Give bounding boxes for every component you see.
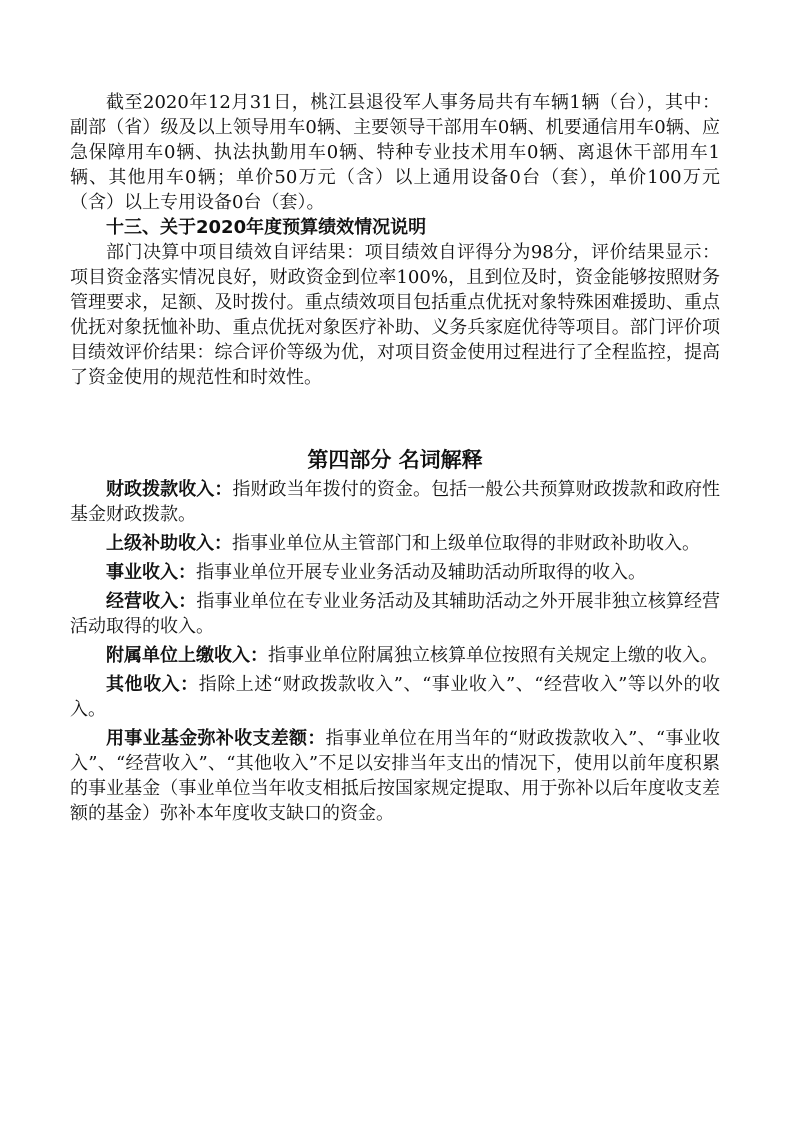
definitions-list (70, 477, 720, 826)
definition-other-income (70, 672, 720, 722)
definition-business-income (70, 560, 720, 585)
part-4-title: 第四部分 名词解释 (307, 448, 483, 472)
section-13-body: 部门决算中项目绩效自评结果：项目绩效自评得分为98分，评价结果显示：项目资金落实情况良好，财政资金到位率100%，且到位及时，资金能够按照财务管理要求，足额、及时拨付。重点绩效项目包括重点优抚对象特殊困难援助、重点优抚对象抚恤补助、重点优抚对象医疗补助、义务兵家庭优待等项目。部门评价项目绩效评价结果：综合评价等级为优，对项目资金使用过程进行了全程监控，提高了资金使用的规范性和时效性。 (70, 242, 720, 388)
definition-term: 事业收入： (106, 562, 196, 583)
definition-fiscal-appropriation (70, 477, 720, 527)
vehicle-paragraph: 截至2020年12月31日，桃江县退役军人事务局共有车辆1辆（台），其中：副部（省）级及以上领导用车0辆、主要领导干部用车0辆、机要通信用车0辆、应急保障用车0辆、执法执勤用车0辆、特种专业技术用车0辆、离退休干部用车1辆、其他用车0辆；单价50万元（含）以上通用设备0台（套），单价100万元（含）以上专用设备0台（套）。 (70, 92, 720, 213)
definition-term: 经营收入： (106, 591, 197, 612)
definition-text: 指除上述“财政拨款收入”、“事业收入”、“经营收入”等以外的收入。 (70, 674, 720, 720)
definition-text: 指事业单位附属独立核算单位按照有关规定上缴的收入。 (268, 645, 718, 666)
definition-fund-offset (70, 726, 720, 826)
definition-operating-income (70, 589, 720, 639)
document-page (70, 90, 720, 830)
definition-term: 上级补助收入： (106, 533, 232, 554)
section-13-heading: 十三、关于2020年度预算绩效情况说明 (106, 217, 427, 238)
definition-term: 财政拨款收入： (106, 479, 233, 500)
definition-term: 用事业基金弥补收支差额： (106, 728, 326, 749)
definition-term: 附属单位上缴收入： (106, 645, 268, 666)
definition-term: 其他收入： (106, 674, 199, 695)
definition-text: 指事业单位在用当年的“财政拨款收入”、“事业收入”、“经营收入”、“其他收入”不足以安排当年支出的情况下，使用以前年度积累的事业基金（事业单位当年收支相抵后按国家规定提取、用于弥补以后年度收支差额的基金）弥补本年度收支缺口的资金。 (70, 728, 720, 824)
definition-text: 指事业单位从主管部门和上级单位取得的非财政补助收入。 (232, 533, 700, 554)
definition-text: 指事业单位在专业业务活动及其辅助活动之外开展非独立核算经营活动取得的收入。 (70, 591, 721, 637)
definition-affiliate-remittance (70, 643, 720, 668)
definition-text: 指事业单位开展专业业务活动及辅助活动所取得的收入。 (196, 562, 646, 583)
definition-superior-subsidy (70, 531, 720, 556)
definition-text: 指财政当年拨付的资金。包括一般公共预算财政拨款和政府性基金财政拨款。 (70, 479, 721, 525)
